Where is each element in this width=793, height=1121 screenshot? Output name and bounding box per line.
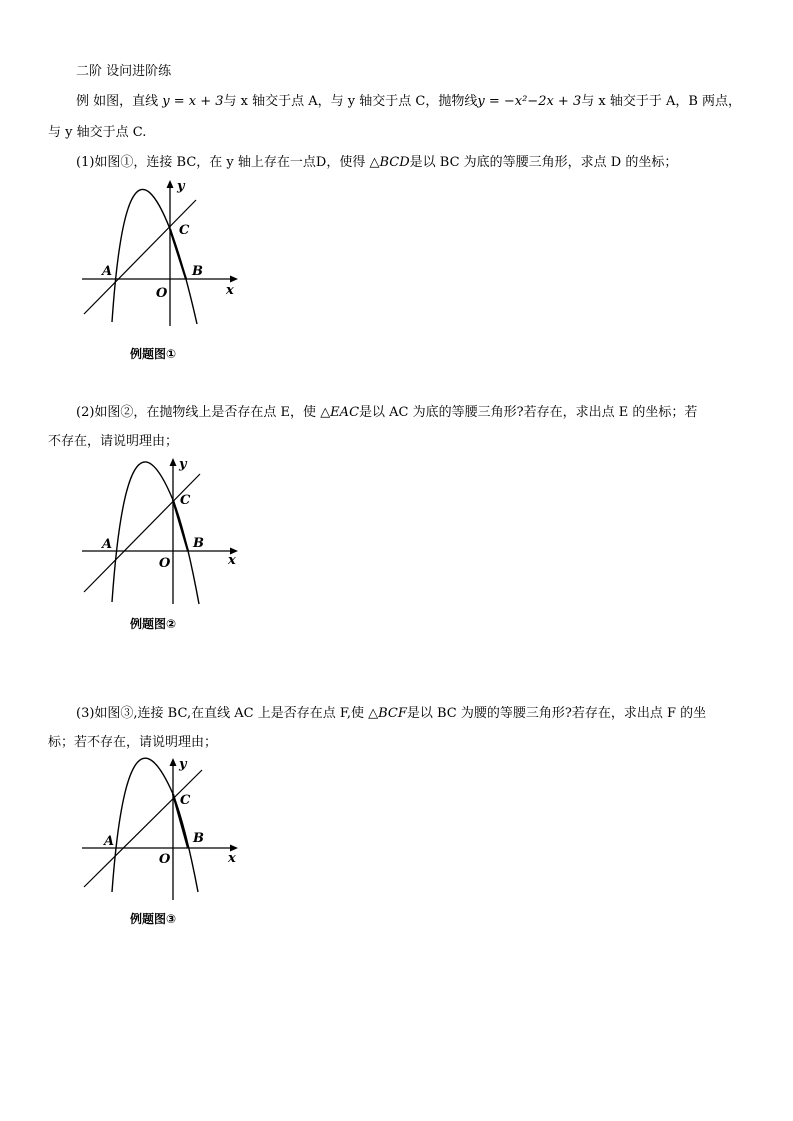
question-1: (1)如图①，连接 BC，在 y 轴上存在一点D，使得 △BCD是以 BC 为底的等腰三角形，求点 D 的坐标； bbox=[76, 155, 678, 170]
label-c: C bbox=[180, 793, 191, 808]
label-c: C bbox=[179, 223, 190, 238]
figure-3-caption: 例题图③ bbox=[130, 912, 177, 926]
example-line-1: 例 如图，直线 y = x + 3与 x 轴交于点 A，与 y 轴交于点 C，抛物线y = −x²−2x + 3与 x 轴交于于 A，B 两点， bbox=[76, 94, 742, 109]
question-2-line-2: 不存在，请说明理由； bbox=[48, 434, 179, 449]
label-o: O bbox=[156, 286, 168, 301]
label-x: x bbox=[226, 283, 234, 298]
label-y: y bbox=[179, 757, 187, 772]
label-y: y bbox=[177, 179, 185, 194]
figure-2 bbox=[76, 452, 246, 616]
question-2: (2)如图②，在抛物线上是否存在点 E，使 △EAC是以 AC 为底的等腰三角形?若存在，求出点 E 的坐标；若 bbox=[76, 405, 698, 420]
label-b: B bbox=[192, 264, 203, 279]
label-x: x bbox=[228, 553, 236, 568]
label-b: B bbox=[193, 831, 204, 846]
label-x: x bbox=[228, 851, 236, 866]
question-3-line-2: 标；若不存在，请说明理由； bbox=[48, 735, 218, 750]
figure-2-caption: 例题图② bbox=[130, 617, 177, 631]
label-a: A bbox=[104, 834, 115, 849]
label-o: O bbox=[159, 556, 171, 571]
figure-1 bbox=[76, 172, 246, 336]
label-o: O bbox=[159, 852, 171, 867]
figure-1-caption: 例题图① bbox=[130, 347, 177, 361]
label-a: A bbox=[102, 537, 113, 552]
example-line-2: 与 y 轴交于点 C. bbox=[48, 125, 147, 140]
label-a: A bbox=[102, 264, 113, 279]
question-3: (3)如图③,连接 BC,在直线 AC 上是否存在点 F,使 △BCF是以 BC 为腰的等腰三角形?若存在，求出点 F 的坐 bbox=[76, 706, 707, 721]
label-b: B bbox=[193, 536, 204, 551]
section-title: 二阶 设问进阶练 bbox=[76, 64, 172, 79]
label-y: y bbox=[179, 457, 187, 472]
figure-3 bbox=[76, 752, 246, 916]
label-c: C bbox=[180, 493, 191, 508]
